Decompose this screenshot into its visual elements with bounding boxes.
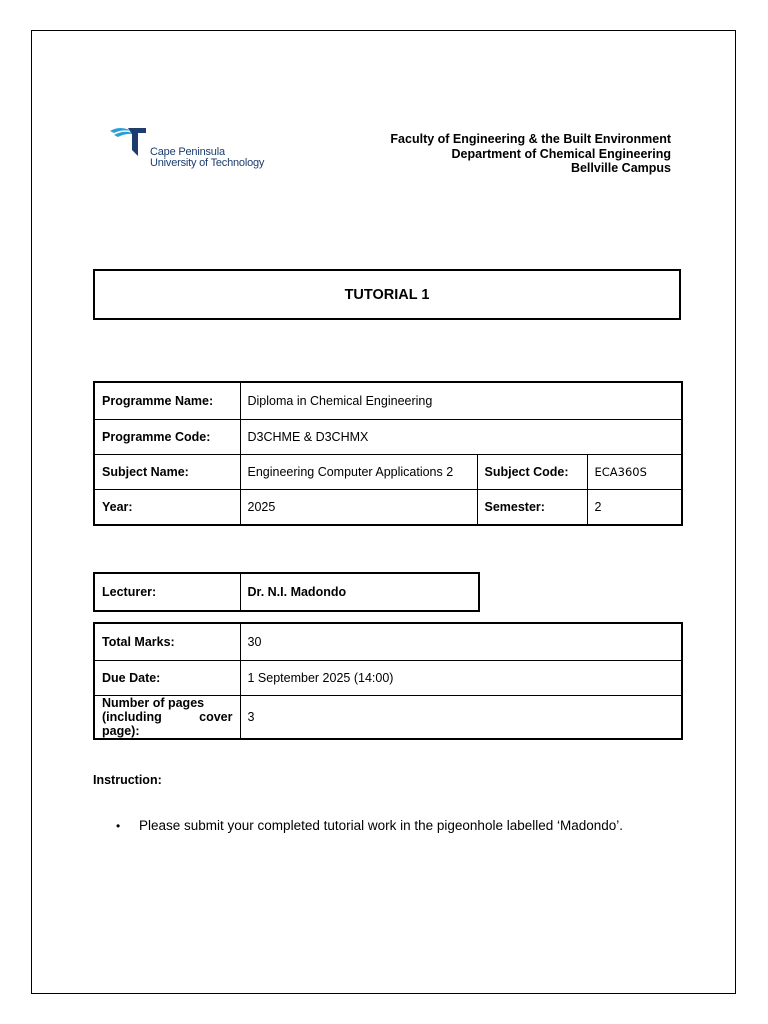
- cput-emblem-icon: [108, 124, 150, 158]
- total-marks-value: 30: [240, 623, 682, 660]
- instruction-text: Please submit your completed tutorial work in the pigeonhole labelled ‘Madondo’.: [139, 818, 624, 833]
- subject-code-value: ECA360S: [587, 454, 682, 489]
- instruction-heading: Instruction:: [93, 773, 162, 787]
- programme-code-label: Programme Code:: [94, 419, 240, 454]
- logo-line-2: University of Technology: [150, 157, 265, 169]
- table-row: [94, 573, 479, 611]
- marks-table: [93, 622, 683, 740]
- campus-name: Bellville Campus: [570, 161, 671, 175]
- table-row: [94, 660, 682, 695]
- subject-name-label: Subject Name:: [94, 454, 240, 489]
- programme-info-table: [93, 381, 683, 526]
- year-value: 2025: [240, 489, 477, 525]
- table-row: [94, 382, 682, 419]
- pages-value: 3: [240, 695, 682, 739]
- year-label: Year:: [94, 489, 240, 525]
- department-name: Department of Chemical Engineering: [451, 146, 671, 161]
- programme-code-value: D3CHME & D3CHMX: [240, 419, 682, 454]
- faculty-header: [390, 132, 671, 176]
- pages-label-line-3: page):: [102, 723, 140, 738]
- lecturer-label: Lecturer:: [94, 573, 240, 611]
- programme-name-label: Programme Name:: [94, 382, 240, 419]
- table-row: [94, 419, 682, 454]
- pages-label-line-1: Number of pages: [102, 695, 205, 710]
- table-row: [94, 454, 682, 489]
- table-row: [94, 489, 682, 525]
- semester-label: Semester:: [477, 489, 587, 525]
- logo-line-1: Cape Peninsula: [150, 146, 225, 158]
- table-row: [94, 623, 682, 660]
- table-row: [94, 695, 682, 739]
- lecturer-name: Dr. N.I. Madondo: [240, 573, 479, 611]
- semester-value: 2: [587, 489, 682, 525]
- faculty-name: Faculty of Engineering & the Built Environment: [390, 132, 671, 146]
- lecturer-table: [93, 572, 480, 612]
- pages-label-line-2: (including cover: [102, 709, 233, 724]
- due-date-value: 1 September 2025 (14:00): [240, 660, 682, 695]
- logo-wordmark: [150, 147, 264, 169]
- subject-code-label: Subject Code:: [477, 454, 587, 489]
- document-title: TUTORIAL 1: [93, 269, 681, 320]
- subject-name-value: Engineering Computer Applications 2: [240, 454, 477, 489]
- pages-label: [94, 695, 240, 739]
- due-date-label: Due Date:: [94, 660, 240, 695]
- programme-name-value: Diploma in Chemical Engineering: [240, 382, 682, 419]
- total-marks-label: Total Marks:: [94, 623, 240, 660]
- bullet-icon: •: [116, 819, 121, 833]
- university-logo: [108, 124, 278, 174]
